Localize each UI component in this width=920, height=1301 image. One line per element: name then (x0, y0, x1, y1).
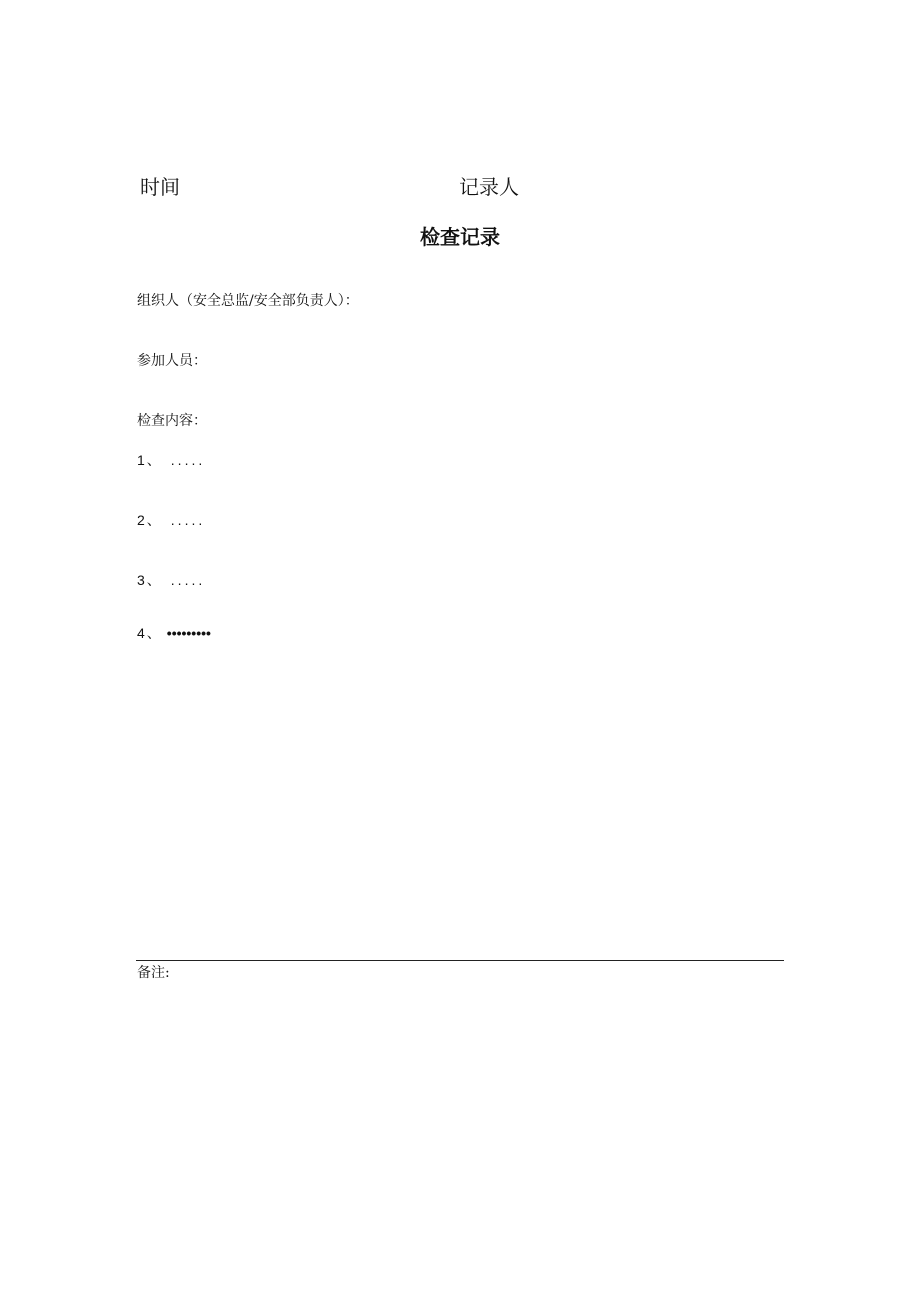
item-text: ..... (170, 572, 206, 588)
content-label: 检查内容： (137, 413, 207, 429)
time-label: 时间 (140, 175, 180, 199)
item-number: 1 (137, 452, 145, 468)
organizer-label: 组织人（安全总监/安全部负责人）： (137, 293, 359, 309)
item-separator: 、 (146, 572, 161, 588)
item-number: 2 (137, 512, 145, 528)
item-separator: 、 (146, 625, 161, 641)
item-text: ..... (170, 512, 206, 528)
item-number: 4 (137, 625, 145, 641)
item-separator: 、 (146, 512, 161, 528)
list-item (137, 624, 211, 642)
remarks-label: 备注: (137, 965, 170, 981)
item-text: ..... (170, 452, 206, 468)
list-item (137, 511, 205, 529)
item-number: 3 (137, 572, 145, 588)
participants-label: 参加人员： (137, 353, 207, 369)
item-text: ••••••••• (166, 625, 211, 641)
list-item (137, 571, 205, 589)
page-title: 检查记录 (420, 225, 500, 249)
divider (136, 960, 784, 961)
item-separator: 、 (146, 452, 161, 468)
recorder-label: 记录人 (459, 175, 519, 199)
list-item (137, 451, 205, 469)
